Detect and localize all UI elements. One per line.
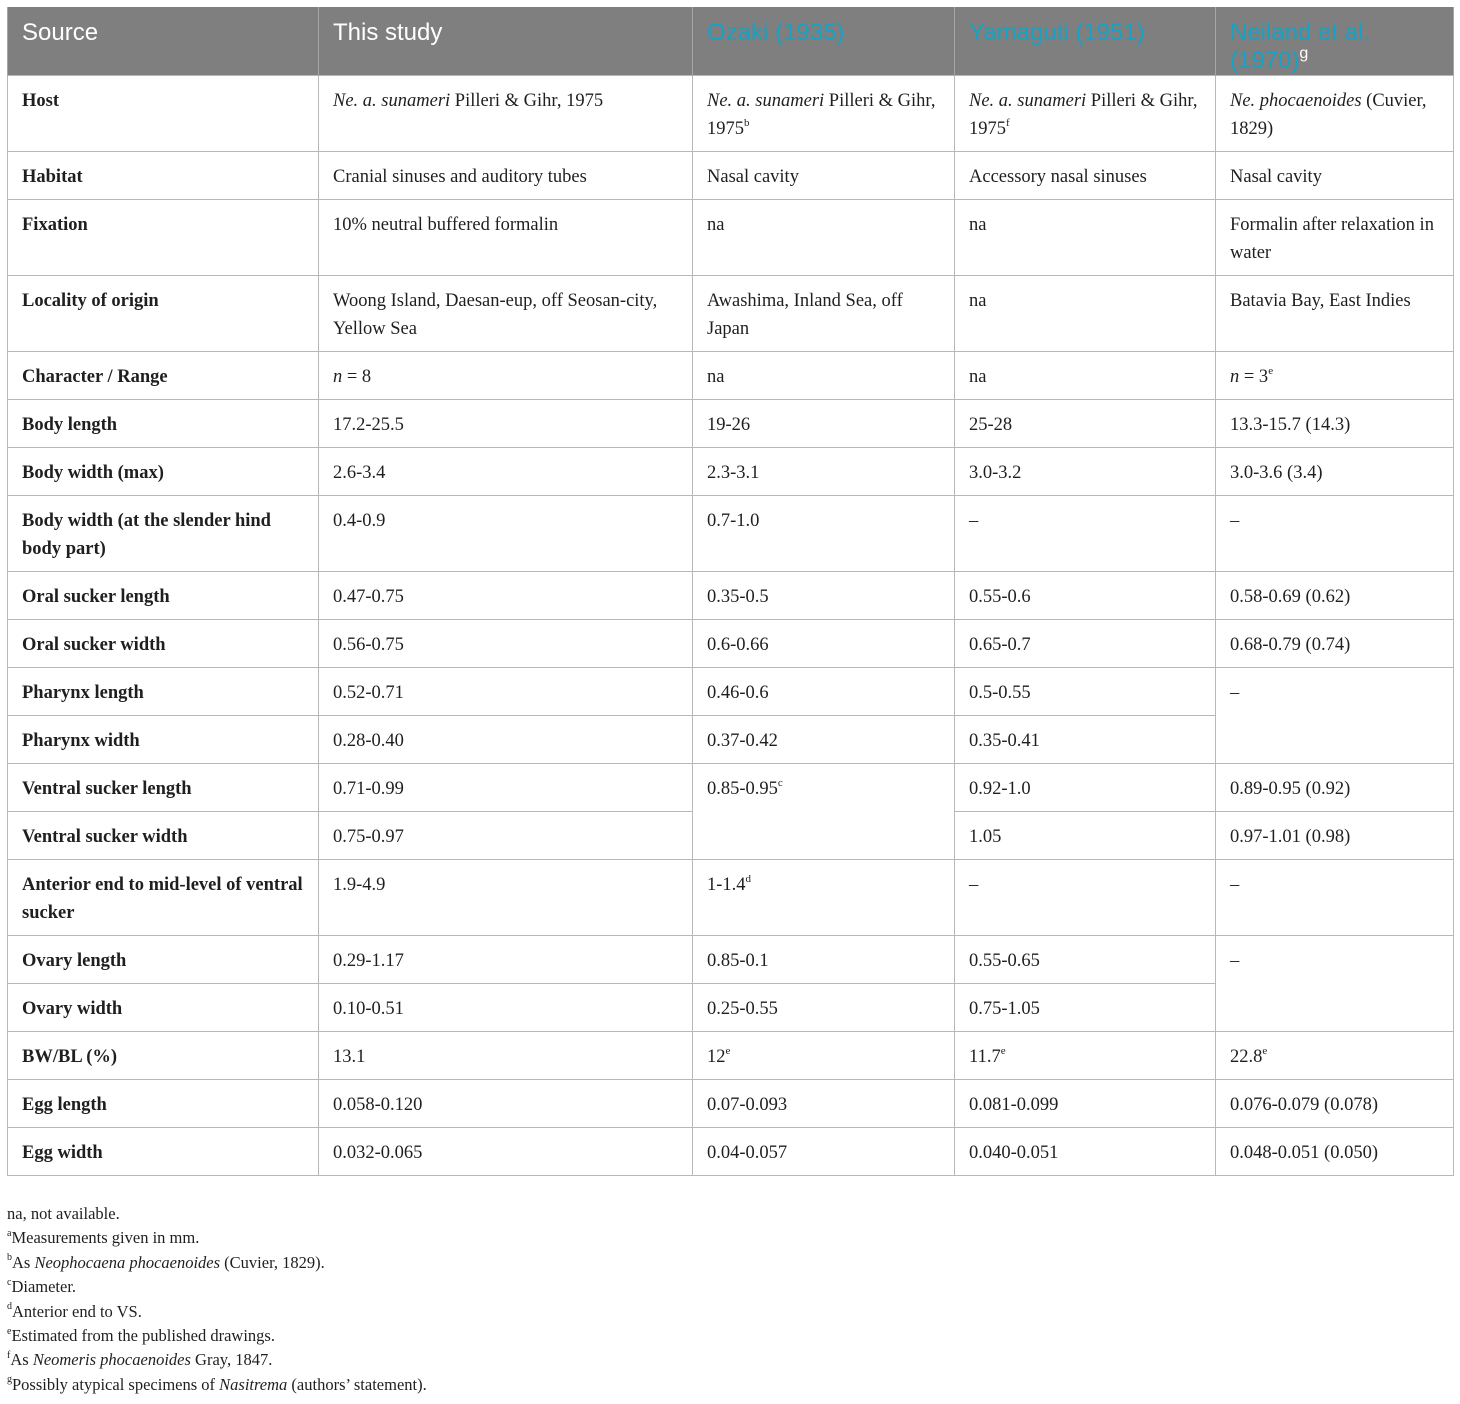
row-pharynx-length — [8, 668, 1454, 716]
footnote-marker: b — [7, 1252, 12, 1264]
row-bw-bl — [8, 1032, 1454, 1080]
host-authority: (Cuvier, 1829) — [1230, 91, 1427, 139]
cell-yamaguti — [955, 76, 1216, 152]
cell-neiland — [1216, 1032, 1454, 1080]
row-egg-width — [8, 1128, 1454, 1176]
cell-neiland: Formalin after relaxation in water — [1216, 200, 1454, 276]
cell-value: 1-1.4 — [707, 875, 746, 895]
cell-neiland: 0.58-0.69 (0.62) — [1216, 572, 1454, 620]
cell-neiland — [1216, 352, 1454, 400]
cell-yamaguti: Accessory nasal sinuses — [955, 152, 1216, 200]
cell-this-study: 0.47-0.75 — [319, 572, 693, 620]
cell-this-study: 2.6-3.4 — [319, 448, 693, 496]
footnote-marker: g — [7, 1374, 12, 1386]
footnote-text: (Cuvier, 1829). — [220, 1252, 325, 1272]
cell-value: 0.85-0.95 — [707, 779, 778, 799]
footnote-species: Neophocaena phocaenoides — [34, 1252, 221, 1272]
cell-yamaguti: 1.05 — [955, 812, 1216, 860]
footnote-na: na, not available. — [7, 1204, 120, 1223]
n-value: = 8 — [342, 367, 372, 387]
cell-ozaki: Awashima, Inland Sea, off Japan — [693, 276, 955, 352]
row-label: Oral sucker width — [8, 620, 319, 668]
row-label: Ventral sucker length — [8, 764, 319, 812]
cell-yamaguti: 0.35-0.41 — [955, 716, 1216, 764]
row-label: Oral sucker length — [8, 572, 319, 620]
n-symbol: n — [333, 367, 343, 387]
cell-yamaguti: 0.081-0.099 — [955, 1080, 1216, 1128]
footnote-b — [7, 1251, 427, 1275]
cell-yamaguti: 0.55-0.6 — [955, 572, 1216, 620]
cell-neiland — [1216, 76, 1454, 152]
row-label: Ovary width — [8, 984, 319, 1032]
host-species: Ne. a. sunameri — [969, 91, 1087, 111]
cell-neiland: 0.89-0.95 (0.92) — [1216, 764, 1454, 812]
cell-yamaguti: – — [955, 860, 1216, 936]
cell-neiland: 3.0-3.6 (3.4) — [1216, 448, 1454, 496]
footnote-marker: d — [745, 872, 752, 885]
n-symbol: n — [1230, 367, 1240, 387]
cell-ozaki: 0.7-1.0 — [693, 496, 955, 572]
cell-neiland: 0.048-0.051 (0.050) — [1216, 1128, 1454, 1176]
footnote-a — [7, 1226, 427, 1250]
row-label: Character / Range — [8, 352, 319, 400]
cell-ozaki — [693, 860, 955, 936]
row-anterior-end — [8, 860, 1454, 936]
cell-yamaguti: 0.55-0.65 — [955, 936, 1216, 984]
cell-yamaguti — [955, 1032, 1216, 1080]
footnote-marker: e — [1268, 364, 1274, 377]
footnote-marker: c — [7, 1276, 12, 1288]
cell-ozaki: 0.25-0.55 — [693, 984, 955, 1032]
cell-value: 22.8 — [1230, 1047, 1263, 1067]
cell-this-study: 0.71-0.99 — [319, 764, 693, 812]
footnote-marker: e — [7, 1325, 12, 1337]
row-oral-sucker-length — [8, 572, 1454, 620]
cell-this-study: 13.1 — [319, 1032, 693, 1080]
row-ventral-sucker-length — [8, 764, 1454, 812]
n-value: = 3 — [1239, 367, 1269, 387]
row-body-width-hind — [8, 496, 1454, 572]
footnote-marker: e — [1262, 1044, 1268, 1057]
cell-ozaki: 0.07-0.093 — [693, 1080, 955, 1128]
cell-yamaguti: 0.040-0.051 — [955, 1128, 1216, 1176]
footnote-g — [7, 1373, 427, 1397]
cell-yamaguti: 0.5-0.55 — [955, 668, 1216, 716]
footnote-f — [7, 1348, 427, 1372]
cell-ozaki: 0.04-0.057 — [693, 1128, 955, 1176]
footnote-marker: f — [7, 1349, 11, 1361]
cell-yamaguti: 25-28 — [955, 400, 1216, 448]
cell-ozaki: 19-26 — [693, 400, 955, 448]
footnote-text: Gray, 1847. — [190, 1350, 273, 1370]
header-ozaki-text[interactable]: Ozaki (1935) — [707, 19, 845, 46]
cell-this-study — [319, 76, 693, 152]
row-ovary-length — [8, 936, 1454, 984]
row-locality — [8, 276, 1454, 352]
row-fixation — [8, 200, 1454, 276]
cell-this-study — [319, 352, 693, 400]
cell-this-study: 0.52-0.71 — [319, 668, 693, 716]
cell-neiland: 0.68-0.79 (0.74) — [1216, 620, 1454, 668]
cell-this-study: 0.032-0.065 — [319, 1128, 693, 1176]
row-body-length — [8, 400, 1454, 448]
cell-ozaki: 0.6-0.66 — [693, 620, 955, 668]
cell-yamaguti: na — [955, 200, 1216, 276]
row-label: Egg length — [8, 1080, 319, 1128]
header-neiland-link[interactable] — [1216, 7, 1454, 76]
cell-this-study: Woong Island, Daesan-eup, off Seosan-city, Yellow Sea — [319, 276, 693, 352]
cell-neiland: 0.97-1.01 (0.98) — [1216, 812, 1454, 860]
header-ozaki-link[interactable] — [693, 7, 955, 76]
host-authority: Pilleri & Gihr, 1975 — [707, 91, 936, 139]
cell-this-study: 1.9-4.9 — [319, 860, 693, 936]
row-label: Egg width — [8, 1128, 319, 1176]
cell-yamaguti: na — [955, 276, 1216, 352]
footnote-e — [7, 1324, 427, 1348]
cell-neiland: – — [1216, 860, 1454, 936]
cell-yamaguti: 0.65-0.7 — [955, 620, 1216, 668]
cell-this-study: 0.75-0.97 — [319, 812, 693, 860]
host-authority: Pilleri & Gihr, 1975 — [450, 91, 604, 111]
footnote-marker: d — [7, 1301, 12, 1313]
cell-this-study: 17.2-25.5 — [319, 400, 693, 448]
footnote-marker: f — [1006, 116, 1010, 129]
cell-this-study: Cranial sinuses and auditory tubes — [319, 152, 693, 200]
comparison-table — [7, 7, 1454, 1176]
footnote-text: Diameter. — [11, 1277, 77, 1297]
footnote-marker: a — [7, 1227, 12, 1239]
host-authority: Pilleri & Gihr, 1975 — [969, 91, 1198, 139]
cell-this-study: 10% neutral buffered formalin — [319, 200, 693, 276]
footnote-c — [7, 1275, 427, 1299]
footnote-marker: e — [1000, 1044, 1006, 1057]
row-character — [8, 352, 1454, 400]
row-host — [8, 76, 1454, 152]
cell-ozaki: 0.85-0.1 — [693, 936, 955, 984]
row-label: Body length — [8, 400, 319, 448]
row-label: BW/BL (%) — [8, 1032, 319, 1080]
row-label: Locality of origin — [8, 276, 319, 352]
cell-ozaki — [693, 1032, 955, 1080]
cell-yamaguti: na — [955, 352, 1216, 400]
row-body-width-max — [8, 448, 1454, 496]
footnote-marker: e — [725, 1044, 731, 1057]
footnote-text: Possibly atypical specimens of — [12, 1374, 220, 1394]
host-species: Ne. a. sunameri — [333, 91, 451, 111]
footnote-text: As — [10, 1350, 33, 1370]
footnote-marker: g — [1299, 45, 1309, 62]
cell-neiland: 13.3-15.7 (14.3) — [1216, 400, 1454, 448]
cell-yamaguti: 0.92-1.0 — [955, 764, 1216, 812]
footnote-text: Estimated from the published drawings. — [11, 1326, 275, 1346]
cell-this-study: 0.29-1.17 — [319, 936, 693, 984]
host-species: Ne. phocaenoides — [1230, 91, 1362, 111]
row-egg-length — [8, 1080, 1454, 1128]
host-species: Ne. a. sunameri — [707, 91, 825, 111]
footnote-genus: Nasitrema — [219, 1374, 288, 1394]
header-yamaguti-link[interactable] — [955, 7, 1216, 76]
cell-this-study: 0.10-0.51 — [319, 984, 693, 1032]
cell-yamaguti: 0.75-1.05 — [955, 984, 1216, 1032]
footnote-text: Anterior end to VS. — [12, 1301, 142, 1321]
cell-this-study: 0.28-0.40 — [319, 716, 693, 764]
footnote-text: (authors’ statement). — [287, 1374, 427, 1394]
footnote-species: Neomeris phocaenoides — [32, 1350, 191, 1370]
cell-neiland: – — [1216, 936, 1454, 1032]
table-footnotes — [7, 1202, 427, 1397]
cell-ozaki — [693, 76, 955, 152]
row-label: Anterior end to mid-level of ventral sucker — [8, 860, 319, 936]
cell-ozaki: Nasal cavity — [693, 152, 955, 200]
row-label: Host — [8, 76, 319, 152]
header-this-study: This study — [319, 7, 693, 76]
cell-ozaki: 2.3-3.1 — [693, 448, 955, 496]
cell-neiland: Nasal cavity — [1216, 152, 1454, 200]
cell-ozaki: 0.37-0.42 — [693, 716, 955, 764]
cell-ozaki: 0.35-0.5 — [693, 572, 955, 620]
header-row — [8, 7, 1454, 76]
row-label: Body width (max) — [8, 448, 319, 496]
cell-ozaki: na — [693, 200, 955, 276]
cell-neiland: Batavia Bay, East Indies — [1216, 276, 1454, 352]
header-neiland-text[interactable]: Neiland et al. (1970) — [1230, 19, 1371, 74]
row-label: Pharynx width — [8, 716, 319, 764]
row-label: Habitat — [8, 152, 319, 200]
row-habitat — [8, 152, 1454, 200]
row-label: Pharynx length — [8, 668, 319, 716]
row-label: Ovary length — [8, 936, 319, 984]
cell-ozaki — [693, 764, 955, 860]
cell-this-study: 0.4-0.9 — [319, 496, 693, 572]
cell-yamaguti: – — [955, 496, 1216, 572]
row-label: Fixation — [8, 200, 319, 276]
cell-neiland: 0.076-0.079 (0.078) — [1216, 1080, 1454, 1128]
cell-ozaki: 0.46-0.6 — [693, 668, 955, 716]
cell-neiland: – — [1216, 496, 1454, 572]
cell-value: 12 — [707, 1047, 726, 1067]
cell-value: 11.7 — [969, 1047, 1001, 1067]
footnote-marker: b — [744, 116, 750, 129]
footnote-text: Measurements given in mm. — [11, 1228, 200, 1248]
cell-neiland: – — [1216, 668, 1454, 764]
footnote-text: As — [12, 1252, 35, 1272]
header-source: Source — [8, 7, 319, 76]
cell-this-study: 0.058-0.120 — [319, 1080, 693, 1128]
header-yamaguti-text[interactable]: Yamaguti (1951) — [969, 19, 1145, 46]
cell-this-study: 0.56-0.75 — [319, 620, 693, 668]
cell-ozaki: na — [693, 352, 955, 400]
footnote-d — [7, 1300, 427, 1324]
row-label: Ventral sucker width — [8, 812, 319, 860]
row-oral-sucker-width — [8, 620, 1454, 668]
cell-yamaguti: 3.0-3.2 — [955, 448, 1216, 496]
footnote-marker: c — [777, 776, 783, 789]
row-label: Body width (at the slender hind body part) — [8, 496, 319, 572]
